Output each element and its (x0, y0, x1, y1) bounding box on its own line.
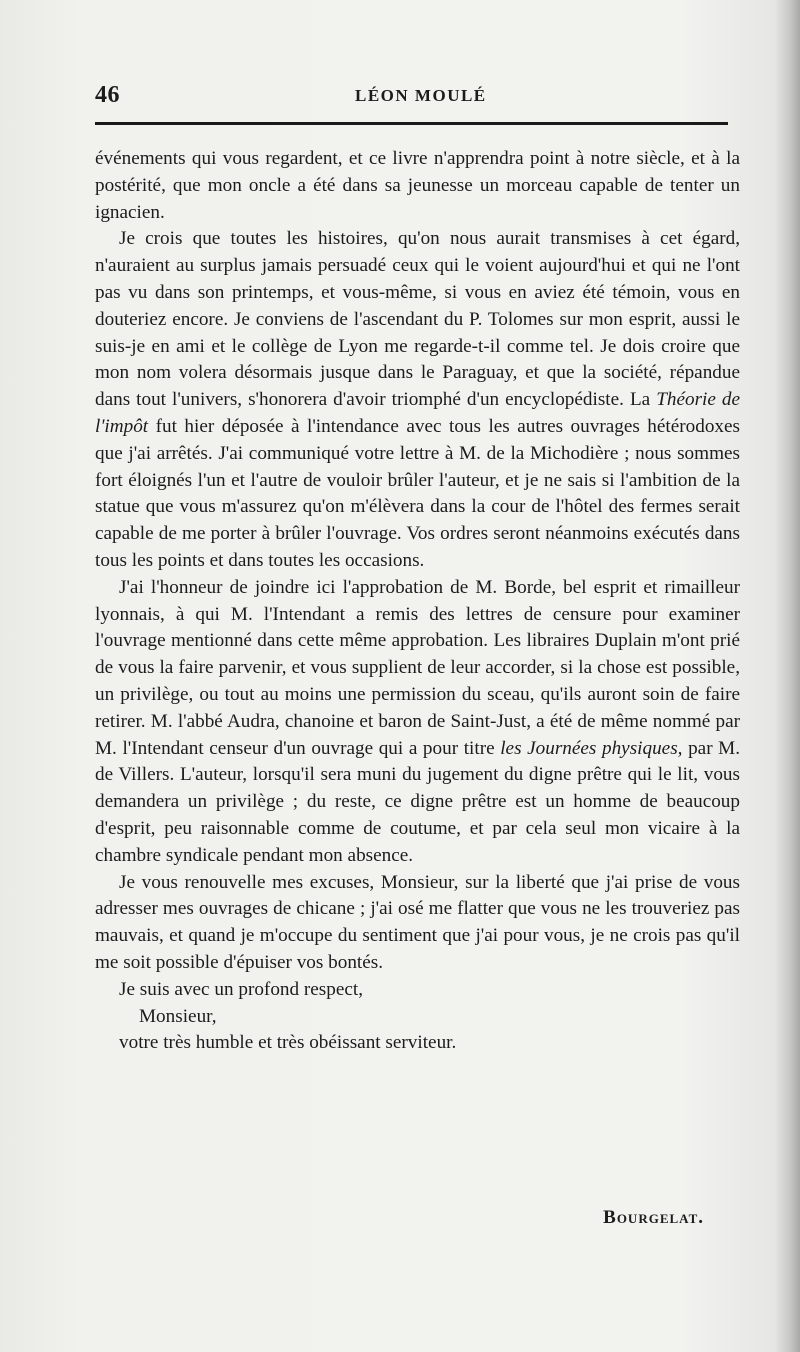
book-title-journees: les Journées physiques, (500, 737, 683, 759)
paragraph-2-text: Je crois que toutes les histoires, qu'on nous aurait transmises à cet égard, n'auraient au surplus jamais persuadé ceux qui le voient aujourd'hui et qui ne l'ont pas vu dans son printemps, et vous-même, si vous en aviez été témoin, vous en douteriez encore. Je conviens de l'ascendant du P. Tolomes sur mon esprit, aussi le suis-je en ami et le collège de Lyon me regarde-t-il comme tel. Je dois croire que mon nom volera désormais jusque dans le Paraguay, et que la société, répandue dans tout l'univers, s'honorera d'avoir triomphé d'un encyclopédiste. (95, 228, 740, 411)
paragraph-2 (95, 226, 740, 574)
paragraph-3 (95, 575, 740, 870)
paragraph-2-before: La (629, 389, 651, 411)
closing-line-3: votre très humble et très obéissant serviteur. (119, 1032, 457, 1054)
paragraph-4: Je vous renouvelle mes excuses, Monsieur, sur la liberté que j'ai prise de vous adresser mes ouvrages de chicane ; j'ai osé me flatter que vous ne les trouveriez pas mauvais, et quand je m'occupe du sentiment que j'ai pour vous, je ne crois pas qu'il me soit possible d'épuiser vos bontés. (95, 871, 740, 973)
signature: Bourgelat. (603, 1207, 704, 1228)
book-title-theorie: Théorie de l'impôt (95, 389, 740, 437)
paragraph-3-text: J'ai l'honneur de joindre ici l'approbation de M. Borde, bel esprit et rimailleur lyonnais, à qui M. l'Intendant a remis des lettres de censure pour examiner l'ouvrage mentionné dans cette même approbation. Les libraires Duplain m'ont prié de vous la faire parvenir, et vous supplient de leur accorder, si la chose est possible, un privilège, ou tout au moins une permission du sceau, qu'ils auront soin de faire retirer. M. l'abbé Audra, chanoine et baron de Saint-Just, a été de même nommé par M. l'Intendant censeur d'un ouvrage qui a pour titre (95, 576, 740, 759)
paragraph-1: événements qui vous regardent, et ce livre n'apprendra point à notre siècle, et à la postérité, que mon oncle a été dans sa jeunesse un morceau capable de tenter un ignacien. (95, 148, 740, 223)
closing-line-2: Monsieur, (139, 1005, 217, 1027)
body-text (95, 146, 740, 1057)
closing-line-1: Je suis avec un profond respect, (119, 978, 364, 1000)
running-head: LÉON MOULÉ (355, 86, 487, 105)
page-gutter-shadow (774, 0, 800, 1352)
page-header (95, 82, 730, 112)
paragraph-2-after: fut hier déposée à l'intendance avec tous les autres ouvrages hétérodoxes que j'ai arrêtés. J'ai communiqué votre lettre à M. de la Michodière ; nous sommes fort éloignés l'un et l'autre de vouloir brûler l'auteur, et je ne sais si l'ambition de la statue que vous m'assurez qu'on m'élèvera dans la cour de l'hôtel des fermes serait capable de me porter à brûler l'ouvrage. Vos ordres seront néanmoins exécutés dans tous les points et dans toutes les occasions. (95, 415, 741, 571)
header-rule (95, 122, 728, 125)
paragraph-3-after: par M. de Villers. L'auteur, lorsqu'il sera muni du jugement du digne prêtre qui le lit, vous demandera un privilège ; du reste, ce digne prêtre est un homme de beaucoup d'esprit, peu raisonnable comme de coutume, et par cela seul mon vicaire à la chambre syndicale pendant mon absence. (95, 737, 741, 866)
page-number: 46 (95, 82, 120, 108)
